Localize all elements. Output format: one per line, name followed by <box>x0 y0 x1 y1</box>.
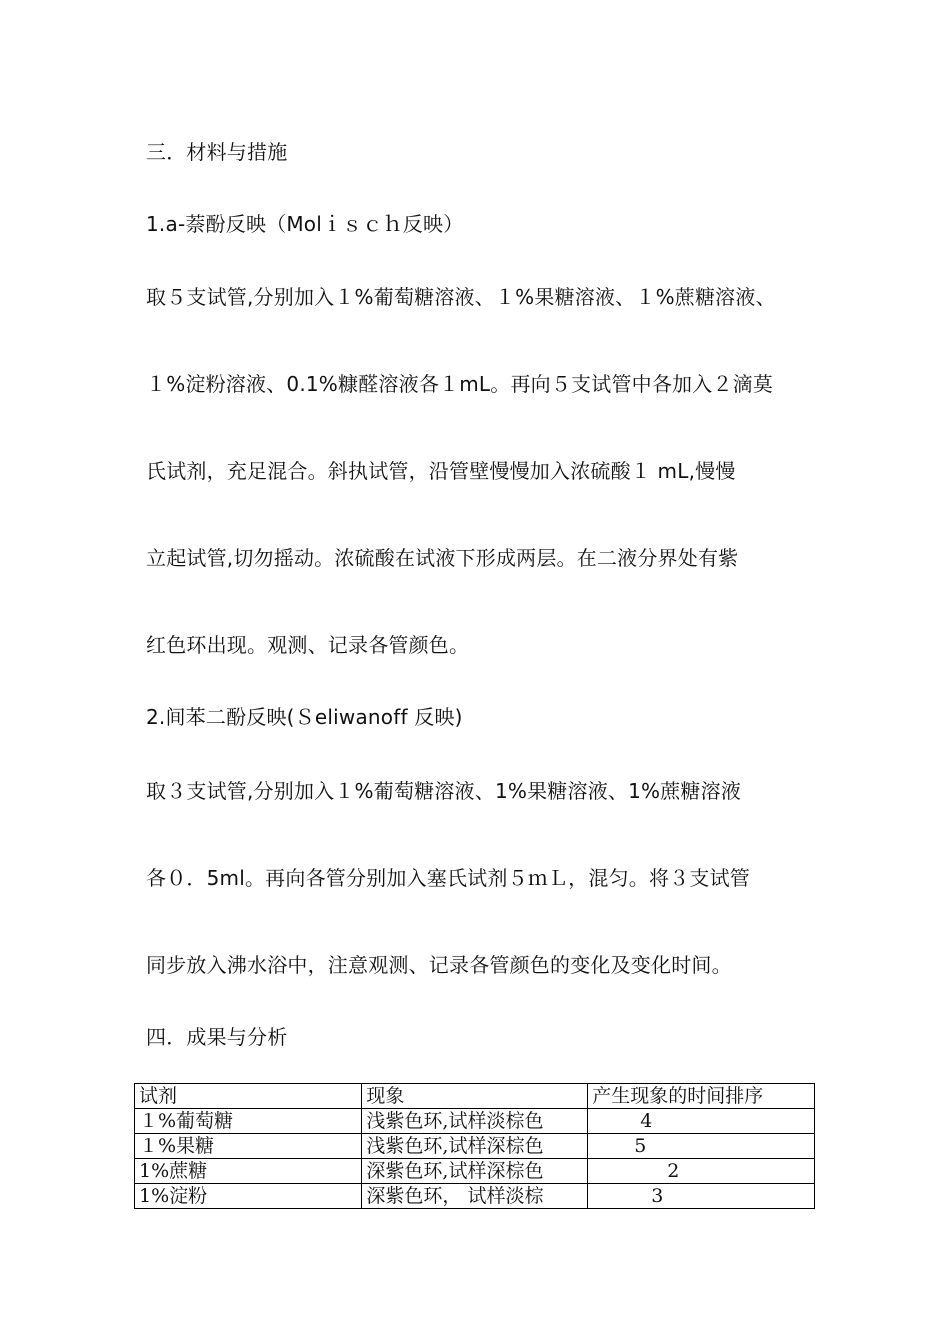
phenomenon-cell: 深紫色环， 试样淡棕 <box>362 1184 588 1209</box>
table-header-row <box>135 1084 815 1109</box>
reagent-cell: 1%淀粉 <box>135 1184 362 1209</box>
order-cell: 3 <box>588 1184 815 1209</box>
order-cell: 4 <box>588 1109 815 1134</box>
reagent-cell: １%果糖 <box>135 1134 362 1159</box>
molisch-heading: 1.a-萘酚反映（Molｉｓｃｈ反映） <box>146 212 464 236</box>
phenomenon-cell: 浅紫色环,试样淡棕色 <box>362 1109 588 1134</box>
reagent-cell: 1%蔗糖 <box>135 1159 362 1184</box>
seliwanoff-line-3: 同步放入沸水浴中，注意观测、记录各管颜色的变化及变化时间。 <box>146 953 732 977</box>
phenomenon-cell: 深紫色环,试样深棕色 <box>362 1159 588 1184</box>
order-cell: 2 <box>588 1159 815 1184</box>
seliwanoff-line-1: 取３支试管,分别加入１%葡萄糖溶液、1%果糖溶液、1%蔗糖溶液 <box>146 779 742 803</box>
phenomenon-cell: 浅紫色环,试样深棕色 <box>362 1134 588 1159</box>
reagent-cell: １%葡萄糖 <box>135 1109 362 1134</box>
section-three-title: 三．材料与措施 <box>146 140 288 164</box>
molisch-line-2: １%淀粉溶液、0.1%糠醛溶液各１mL。再向５支试管中各加入２滴莫 <box>146 372 774 396</box>
table-row <box>135 1109 815 1134</box>
header-phenomenon: 现象 <box>362 1084 588 1109</box>
results-table <box>134 1083 815 1209</box>
header-time-order: 产生现象的时间排序 <box>588 1084 815 1109</box>
molisch-line-3: 氏试剂，充足混合。斜执试管，沿管壁慢慢加入浓硫酸１ mL,慢慢 <box>146 459 736 483</box>
header-reagent: 试剂 <box>135 1084 362 1109</box>
seliwanoff-line-2: 各０．5ml。再向各管分别加入塞氏试剂５ｍＬ，混匀。将３支试管 <box>146 866 750 890</box>
table-row <box>135 1159 815 1184</box>
table-row <box>135 1184 815 1209</box>
order-cell: 5 <box>588 1134 815 1159</box>
molisch-line-5: 红色环出现。观测、记录各管颜色。 <box>146 633 470 657</box>
table-row <box>135 1134 815 1159</box>
seliwanoff-heading: 2.间苯二酚反映(Ｓeliwanoff 反映) <box>146 705 463 729</box>
section-four-title: 四．成果与分析 <box>146 1025 288 1049</box>
molisch-line-1: 取５支试管,分别加入１%葡萄糖溶液、１%果糖溶液、１%蔗糖溶液、 <box>146 285 776 309</box>
molisch-line-4: 立起试管,切勿摇动。浓硫酸在试液下形成两层。在二液分界处有紫 <box>146 546 739 570</box>
